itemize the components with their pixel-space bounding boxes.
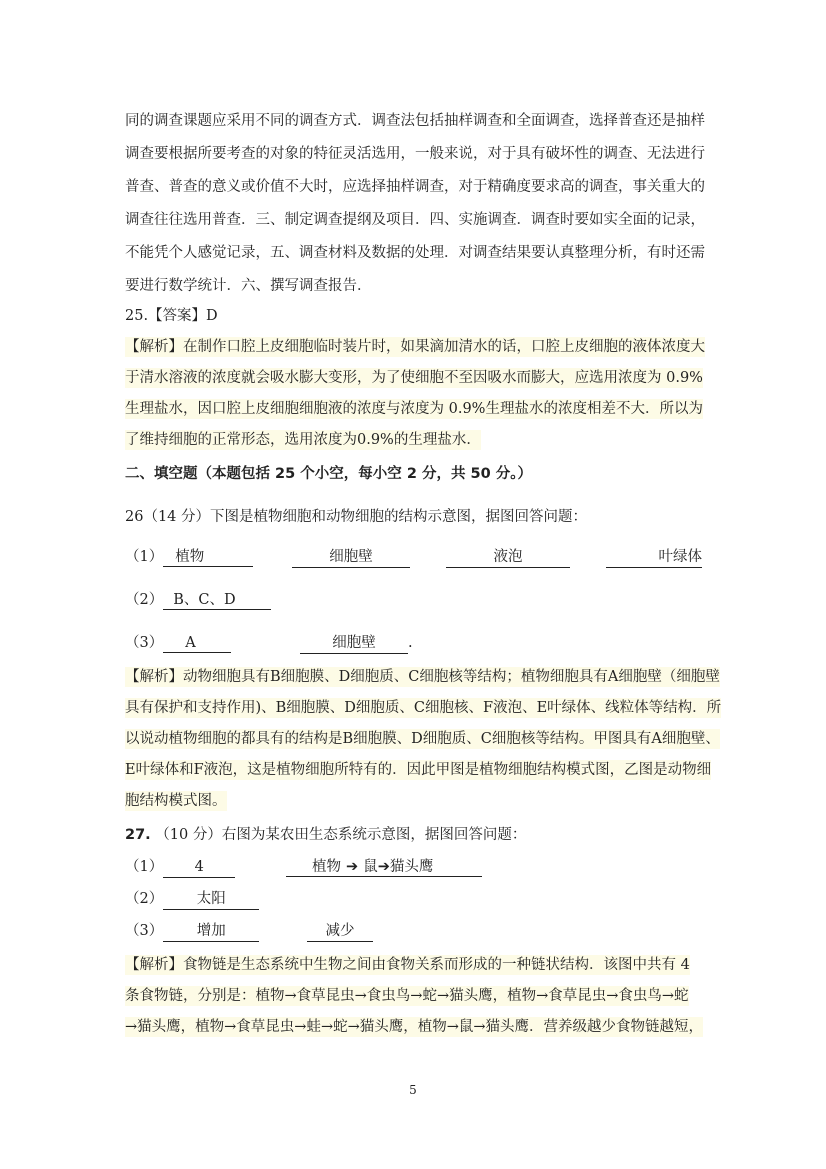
q27-answer-3 (125, 921, 259, 942)
chain-item: 植物 (312, 859, 341, 875)
answer-blank: 4 (163, 857, 235, 878)
body-text-line: 不能凭个人感觉记录，五、调查材料及数据的处理．对调查结果要认真整理分析，有时还需 (125, 245, 705, 261)
q25-analysis-line (125, 337, 705, 357)
answer-blank (286, 857, 482, 877)
arrow-right-icon: ➔ (377, 859, 390, 875)
q27-answer-3-label: （3） (125, 923, 164, 939)
q27-answer-2 (125, 889, 259, 910)
answer-blank-text: 叶绿体 (606, 547, 702, 568)
answer-blank (606, 547, 702, 568)
chain-item: 猫头鹰 (389, 859, 434, 875)
answer-blank-text: 细胞壁 (292, 547, 410, 568)
analysis-text: 食物链是生态系统中生物之间由食物关系而形成的一种链状结构．该图中共有 4 (183, 957, 690, 973)
q26-analysis-line: E叶绿体和F液泡，这是植物细胞所特有的．因此甲图是植物细胞结构模式图，乙图是动物细 (125, 762, 712, 778)
section-heading: 二、填空题（本题包括 25 个小空，每小空 2 分，共 50 分。） (125, 466, 532, 482)
q27-stem (125, 825, 526, 845)
body-text-line: 要进行数学统计．六、撰写调查报告． (125, 278, 372, 294)
q27-number: 27. (125, 827, 151, 843)
analysis-label: 【解析】 (125, 669, 183, 685)
analysis-label: 【解析】 (125, 957, 183, 973)
body-text-line: 调查要根据所要考查的对象的特征灵活选用，一般来说，对于具有破坏性的调查、无法进行 (125, 146, 705, 162)
q27-answer-1-label: （1） (125, 859, 164, 875)
chain-item: 鼠 (363, 859, 378, 875)
q27-analysis-line: 条食物链，分别是：植物→食草昆虫→食虫鸟→蛇→猫头鹰，植物→食草昆虫→食虫鸟→蛇 (125, 988, 689, 1004)
q26-analysis-line: 胞结构模式图。 (125, 793, 227, 809)
food-chain-answer (286, 857, 482, 877)
q26-analysis-line: 以说动植物细胞的都具有的结构是B细胞膜、D细胞质、C细胞核等结构。甲图具有A细胞壁、 (125, 731, 720, 747)
answer-blank: 增加 (163, 921, 259, 942)
q27-answer-1 (125, 857, 235, 878)
body-text-line: 普查、普查的意义或价值不大时，应选择抽样调查，对于精确度要求高的调查，事关重大的 (125, 179, 705, 195)
answer-blank: 减少 (307, 921, 373, 942)
page-number: 5 (409, 1083, 417, 1097)
q26-stem: 26（14 分）下图是植物细胞和动物细胞的结构示意图，据图回答问题： (125, 509, 588, 525)
answer-blank (446, 547, 570, 568)
answer-blank: A (163, 633, 231, 653)
q26-analysis-line: 具有保护和支持作用)、B细胞膜、D细胞质、C细胞核、F液泡、E叶绿体、线粒体等结构．所 (125, 700, 722, 716)
answer-blank: 细胞壁 (300, 633, 408, 654)
q26-answer-3 (125, 633, 231, 653)
q25-analysis-line: 生理盐水，因口腔上皮细胞细胞液的浓度与浓度为 0.9%生理盐水的浓度相差不大．所以为 (125, 401, 703, 417)
q26-analysis-line (125, 667, 720, 687)
answer-end-mark: . (408, 635, 413, 651)
q26-answer-3b (300, 633, 413, 654)
body-text-line: 同的调查课题应采用不同的调查方式．调查法包括抽样调查和全面调查，选择普查还是抽样 (125, 113, 705, 129)
q25-analysis-line: 于清水溶液的浓度就会吸水膨大变形，为了使细胞不至因吸水而膨大，应选用浓度为 0.9% (125, 370, 703, 386)
analysis-text: 动物细胞具有B细胞膜、D细胞质、C细胞核等结构；植物细胞具有A细胞壁（细胞壁 (183, 669, 720, 685)
body-text-line: 调查往往选用普查．三、制定调查提纲及项目．四、实施调查．调查时要如实全面的记录， (125, 212, 705, 228)
q26-answer-2-label: （2） (125, 592, 164, 608)
analysis-text: 在制作口腔上皮细胞临时装片时，如果滴加清水的话，口腔上皮细胞的液体浓度大 (183, 339, 705, 355)
answer-blank: 太阳 (163, 889, 259, 910)
answer-blank: B、C、D (163, 590, 271, 610)
answer-blank (292, 547, 410, 568)
q26-answer-1 (125, 547, 253, 567)
answer-blank: 植物 (163, 547, 253, 567)
q25-analysis-line: 了维持细胞的正常形态，选用浓度为0.9%的生理盐水． (125, 432, 481, 448)
q27-answer-2-label: （2） (125, 891, 164, 907)
arrow-right-icon: ➔ (341, 859, 364, 875)
q26-answer-1-label: （1） (125, 549, 164, 565)
analysis-label: 【解析】 (125, 339, 183, 355)
q26-answer-3-label: （3） (125, 635, 164, 651)
q27-analysis-line (125, 955, 690, 975)
q27-analysis-line: →猫头鹰，植物→食草昆虫→蛙→蛇→猫头鹰，植物→鼠→猫头鹰．营养级越少食物链越短， (125, 1019, 704, 1035)
q26-answer-2 (125, 590, 271, 610)
answer-blank-text: 液泡 (446, 547, 570, 568)
q27-answer-3b (307, 921, 373, 942)
q25-answer: 25.【答案】D (125, 308, 218, 324)
q27-stem-text: （10 分）右图为某农田生态系统示意图，据图回答问题： (155, 827, 527, 843)
